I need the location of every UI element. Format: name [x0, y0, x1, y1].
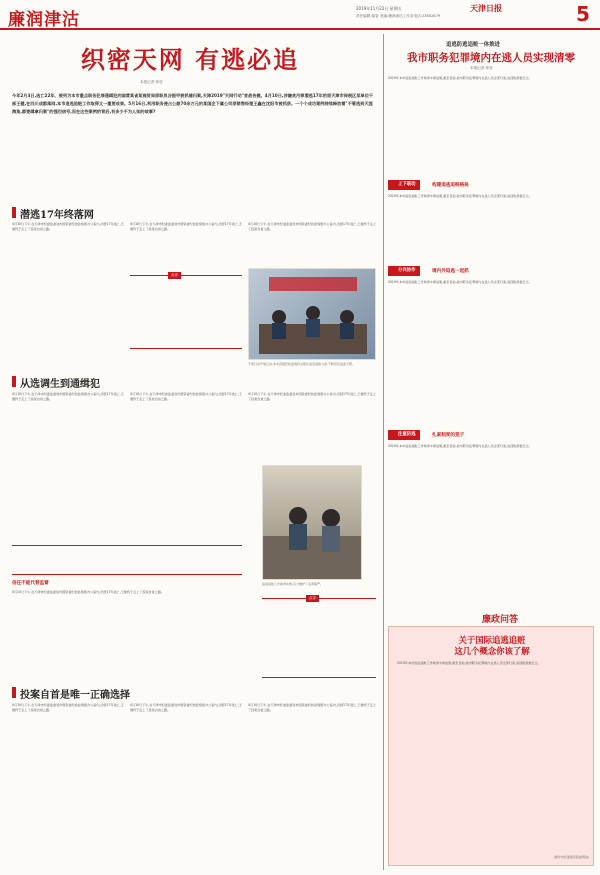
tag-2-title: 境内外追逃一起抓: [432, 269, 469, 274]
body-column: 4月10日下午,在天津市纪委监委驻市国资委纪检监察组办公室内,历经17年逃亡,王健终于走上了投案自首之路。: [12, 590, 165, 594]
tag-1: 上下联动: [388, 180, 420, 190]
tag-2: 分兵协作: [388, 266, 420, 276]
editor-info: 责任编辑:曲智 美编:廉润津沽工作室电话:23602879: [356, 14, 441, 18]
right-kicker: 追逃防逃追赃一体推进: [446, 42, 500, 48]
main-lead: 今年2月3日,选亡22年、被列为本市重点职务犯罪通缉犯的国营某省某商贸局原职员谷振甲被抓捕归案,天津2019"天网行动"首战告捷。4月10日,涉嫌贪污罪潜逃17年的原天津市保税区某单位干部王健,在四川成都落网,本市追逃追赃工作取得又一重要成果。5月16日,利用职务侵占公款70余万元的某国企下属公司原销售经理王鑫在沈阳市被抓获。一个个成功案例持续释放着"不管逃到天涯海角,都要缉拿归案"的强烈信号,而在这些案例的背后,有多少不为人知的故事?: [12, 93, 374, 114]
comment-box: [12, 545, 242, 575]
qa-box-title: 关于国际追逃追赃 这几个概念你该了解: [454, 635, 530, 656]
photo-interview: [262, 465, 362, 580]
section-title-3: 投案自首是唯一正确选择: [20, 690, 130, 701]
body-column: 4月10日下午,在天津市纪委监委驻市国资委纪检监察组办公室内,历经17年逃亡,王健终于走上了投案自首之路。: [248, 392, 376, 402]
qa-box-note: (据中央纪委国家监委网站): [553, 855, 589, 859]
right-body: 2019年本市追逃追赃工作取得丰硕成果,截至目前,我市职务犯罪境内在逃人员全部归案,追回赃款数亿元。: [388, 280, 532, 284]
body-column: 4月10日下午,在天津市纪委监委驻市国资委纪检监察组办公室内,历经17年逃亡,王健终于走上了投案自首之路。: [12, 392, 124, 402]
body-column: 4月10日下午,在天津市纪委监委驻市国资委纪检监察组办公室内,历经17年逃亡,王健终于走上了投案自首之路。: [12, 222, 124, 232]
masthead: [0, 0, 600, 30]
right-body: 2019年本市追逃追赃工作取得丰硕成果,截至目前,我市职务犯罪境内在逃人员全部归案,追回赃款数亿元。: [388, 194, 532, 198]
column-divider: [383, 34, 384, 870]
forum-title: 廉政问答: [482, 615, 519, 625]
body-column: 4月10日下午,在天津市纪委监委驻市国资委纪检监察组办公室内,历经17年逃亡,王健终于走上了投案自首之路。: [130, 222, 242, 232]
photo-meeting: [248, 268, 376, 360]
right-intro: 2019年本市追逃追赃工作取得丰硕成果,截至目前,我市职务犯罪境内在逃人员全部归案,追回赃款数亿元。: [388, 76, 532, 80]
body-column: 4月10日下午,在天津市纪委监委驻市国资委纪检监察组办公室内,历经17年逃亡,王健终于走上了投案自首之路。: [12, 703, 124, 713]
page-number: 5: [576, 2, 590, 26]
comment-box: [130, 275, 242, 349]
tag-3-title: 扎紧制度的笼子: [432, 433, 465, 438]
section-title-1: 潜逃17年终落网: [20, 210, 94, 221]
meeting-photo-icon: [249, 269, 376, 360]
section-marker: [12, 207, 16, 218]
body-column: 4月10日下午,在天津市纪委监委驻市国资委纪检监察组办公室内,历经17年逃亡,王健终于走上了投案自首之路。: [248, 222, 376, 232]
right-byline: 本报记者 帅莹: [470, 66, 493, 70]
section-marker: [12, 376, 16, 387]
body-column: 4月10日下午,在天津市纪委监委驻市国资委纪检监察组办公室内,历经17年逃亡,王健终于走上了投案自首之路。: [130, 703, 242, 713]
qa-box: [388, 626, 594, 866]
issue-date: 2019年11月22日 星期五: [356, 6, 402, 11]
body-column: 4月10日下午,在天津市纪委监委驻市国资委纪检监察组办公室内,历经17年逃亡,王健终于走上了投案自首之路。: [130, 392, 242, 402]
newspaper-logo: 天津日报: [470, 4, 502, 13]
comment-tag: 点评: [168, 272, 181, 279]
tag-1-title: 构建追逃追赃格局: [432, 183, 469, 188]
photo-caption: 专项行动开展以来,本市各级纪检监察机关强化追逃追赃力度,不断织密追逃天网。: [248, 362, 355, 366]
section-marker: [12, 687, 16, 698]
photo-caption: 追逃追赃工作取得实效,有力维护了法律尊严。: [262, 582, 323, 586]
main-byline: 本报记者 帅莹: [140, 80, 163, 84]
right-body: 2019年本市追逃追赃工作取得丰硕成果,截至目前,我市职务犯罪境内在逃人员全部归案,追回赃款数亿元。: [388, 444, 532, 448]
comment-tag: 点评: [306, 595, 319, 602]
tag-3: 注重防逃: [388, 430, 420, 440]
interview-photo-icon: [263, 466, 362, 580]
subhead: 信任不能代替监督: [12, 581, 49, 586]
right-headline: 我市职务犯罪境内在逃人员实现清零: [407, 52, 575, 64]
section-title-2: 从选调生到通缉犯: [20, 379, 100, 390]
main-headline: 织密天网 有逃必追: [80, 45, 300, 74]
section-title: 廉润津沽: [8, 10, 80, 30]
body-column: 4月10日下午,在天津市纪委监委驻市国资委纪检监察组办公室内,历经17年逃亡,王健终于走上了投案自首之路。: [248, 703, 376, 713]
comment-box: [262, 598, 376, 678]
qa-box-body: 2019年本市追逃追赃工作取得丰硕成果,截至目前,我市职务犯罪境内在逃人员全部归案,追回赃款数亿元。: [397, 661, 541, 665]
